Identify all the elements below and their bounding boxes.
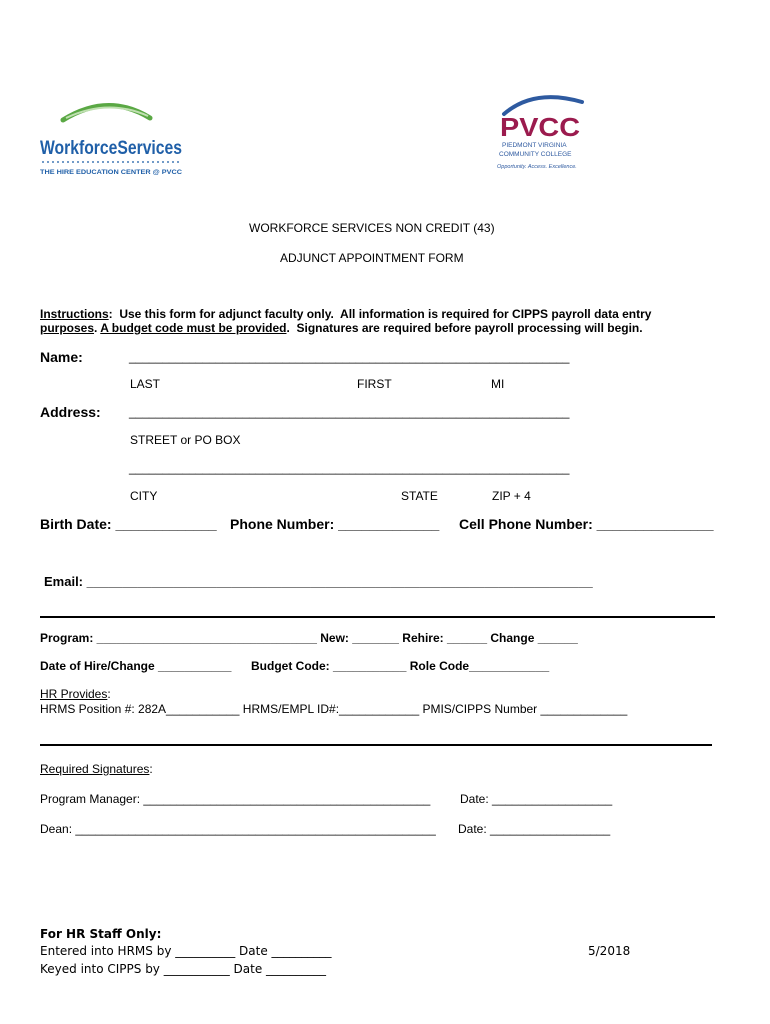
instructions-label: Instructions <box>40 307 109 321</box>
program-manager-date-field[interactable]: Date: __________________ <box>460 792 613 806</box>
name-field[interactable]: __________________________________________________________________ <box>129 350 570 364</box>
instructions-text2: . Signatures are required before payroll processing will begin. <box>286 321 643 335</box>
birth-date-field[interactable]: Birth Date: _____________ <box>40 516 217 532</box>
instructions-dot: . <box>94 321 101 335</box>
name-last-caption: LAST <box>130 377 161 391</box>
dean-signature-field[interactable]: Dean: ______________________________________________________ <box>40 822 436 836</box>
address-city-caption: CITY <box>130 489 158 503</box>
svg-text:Opportunity. Access. Excellenc: Opportunity. Access. Excellence. <box>497 164 577 170</box>
budget-role-code-field[interactable]: Budget Code: ___________ Role Code____________ <box>251 659 550 673</box>
required-signatures-label: Required Signatures <box>40 762 150 776</box>
form-title-line2: ADJUNCT APPOINTMENT FORM <box>280 251 464 265</box>
budget-code-note: A budget code must be provided <box>100 321 287 335</box>
cell-phone-field[interactable]: Cell Phone Number: _______________ <box>459 516 714 532</box>
email-field[interactable]: Email: ______________________________________________________________________ <box>44 574 593 589</box>
instructions-purposes: purposes <box>40 321 95 335</box>
section-divider-1 <box>40 616 715 618</box>
program-manager-signature-field[interactable]: Program Manager: ___________________________________________ <box>40 792 431 806</box>
dean-date-field[interactable]: Date: __________________ <box>458 822 611 836</box>
address-state-caption: STATE <box>401 489 438 503</box>
address-street-caption: STREET or PO BOX <box>130 433 241 447</box>
keyed-into-cipps-field[interactable]: Keyed into CIPPS by ___________ Date __________ <box>40 962 327 976</box>
phone-number-field[interactable]: Phone Number: _____________ <box>230 516 440 532</box>
address-zip-caption: ZIP + 4 <box>492 489 531 503</box>
form-version: 5/2018 <box>588 944 631 958</box>
required-signatures-colon: : <box>149 762 153 776</box>
svg-text:PIEDMONT VIRGINIA: PIEDMONT VIRGINIA <box>502 142 567 149</box>
svg-text:COMMUNITY COLLEGE: COMMUNITY COLLEGE <box>499 151 572 158</box>
hr-provides-colon: : <box>107 687 111 701</box>
program-row[interactable]: Program: _________________________________ New: _______ Rehire: ______ Change ______ <box>40 631 578 645</box>
form-title-line1: WORKFORCE SERVICES NON CREDIT (43) <box>249 221 495 235</box>
hr-staff-heading: For HR Staff Only: <box>40 927 162 941</box>
address-street-field[interactable]: __________________________________________________________________ <box>129 405 570 419</box>
workforce-services-logo <box>38 100 188 180</box>
pvcc-logo <box>494 92 589 174</box>
address-city-field[interactable]: __________________________________________________________________ <box>129 461 570 475</box>
hr-provides-heading <box>40 687 111 701</box>
svg-text:PVCC: PVCC <box>500 112 581 142</box>
instructions-text: : Use this form for adjunct faculty only. All information is required for CIPPS payroll data entry <box>108 307 652 321</box>
section-divider-2 <box>40 744 712 746</box>
hr-provides-label: HR Provides <box>40 687 108 701</box>
hr-position-row[interactable]: HRMS Position #: 282A___________ HRMS/EMPL ID#:____________ PMIS/CIPPS Number _____________ <box>40 702 628 716</box>
name-first-caption: FIRST <box>357 377 392 391</box>
date-of-hire-field[interactable]: Date of Hire/Change ___________ <box>40 659 232 673</box>
svg-text:WorkforceServices: WorkforceServices <box>40 138 182 159</box>
required-signatures-heading <box>40 762 153 776</box>
instructions-line2 <box>40 321 643 335</box>
name-mi-caption: MI <box>491 377 505 391</box>
instructions-line1 <box>40 307 651 321</box>
entered-into-hrms-field[interactable]: Entered into HRMS by __________ Date __________ <box>40 944 332 958</box>
name-label: Name: <box>40 349 83 365</box>
svg-text:THE HIRE EDUCATION CENTER @ PV: THE HIRE EDUCATION CENTER @ PVCC <box>40 169 183 176</box>
address-label: Address: <box>40 404 101 420</box>
